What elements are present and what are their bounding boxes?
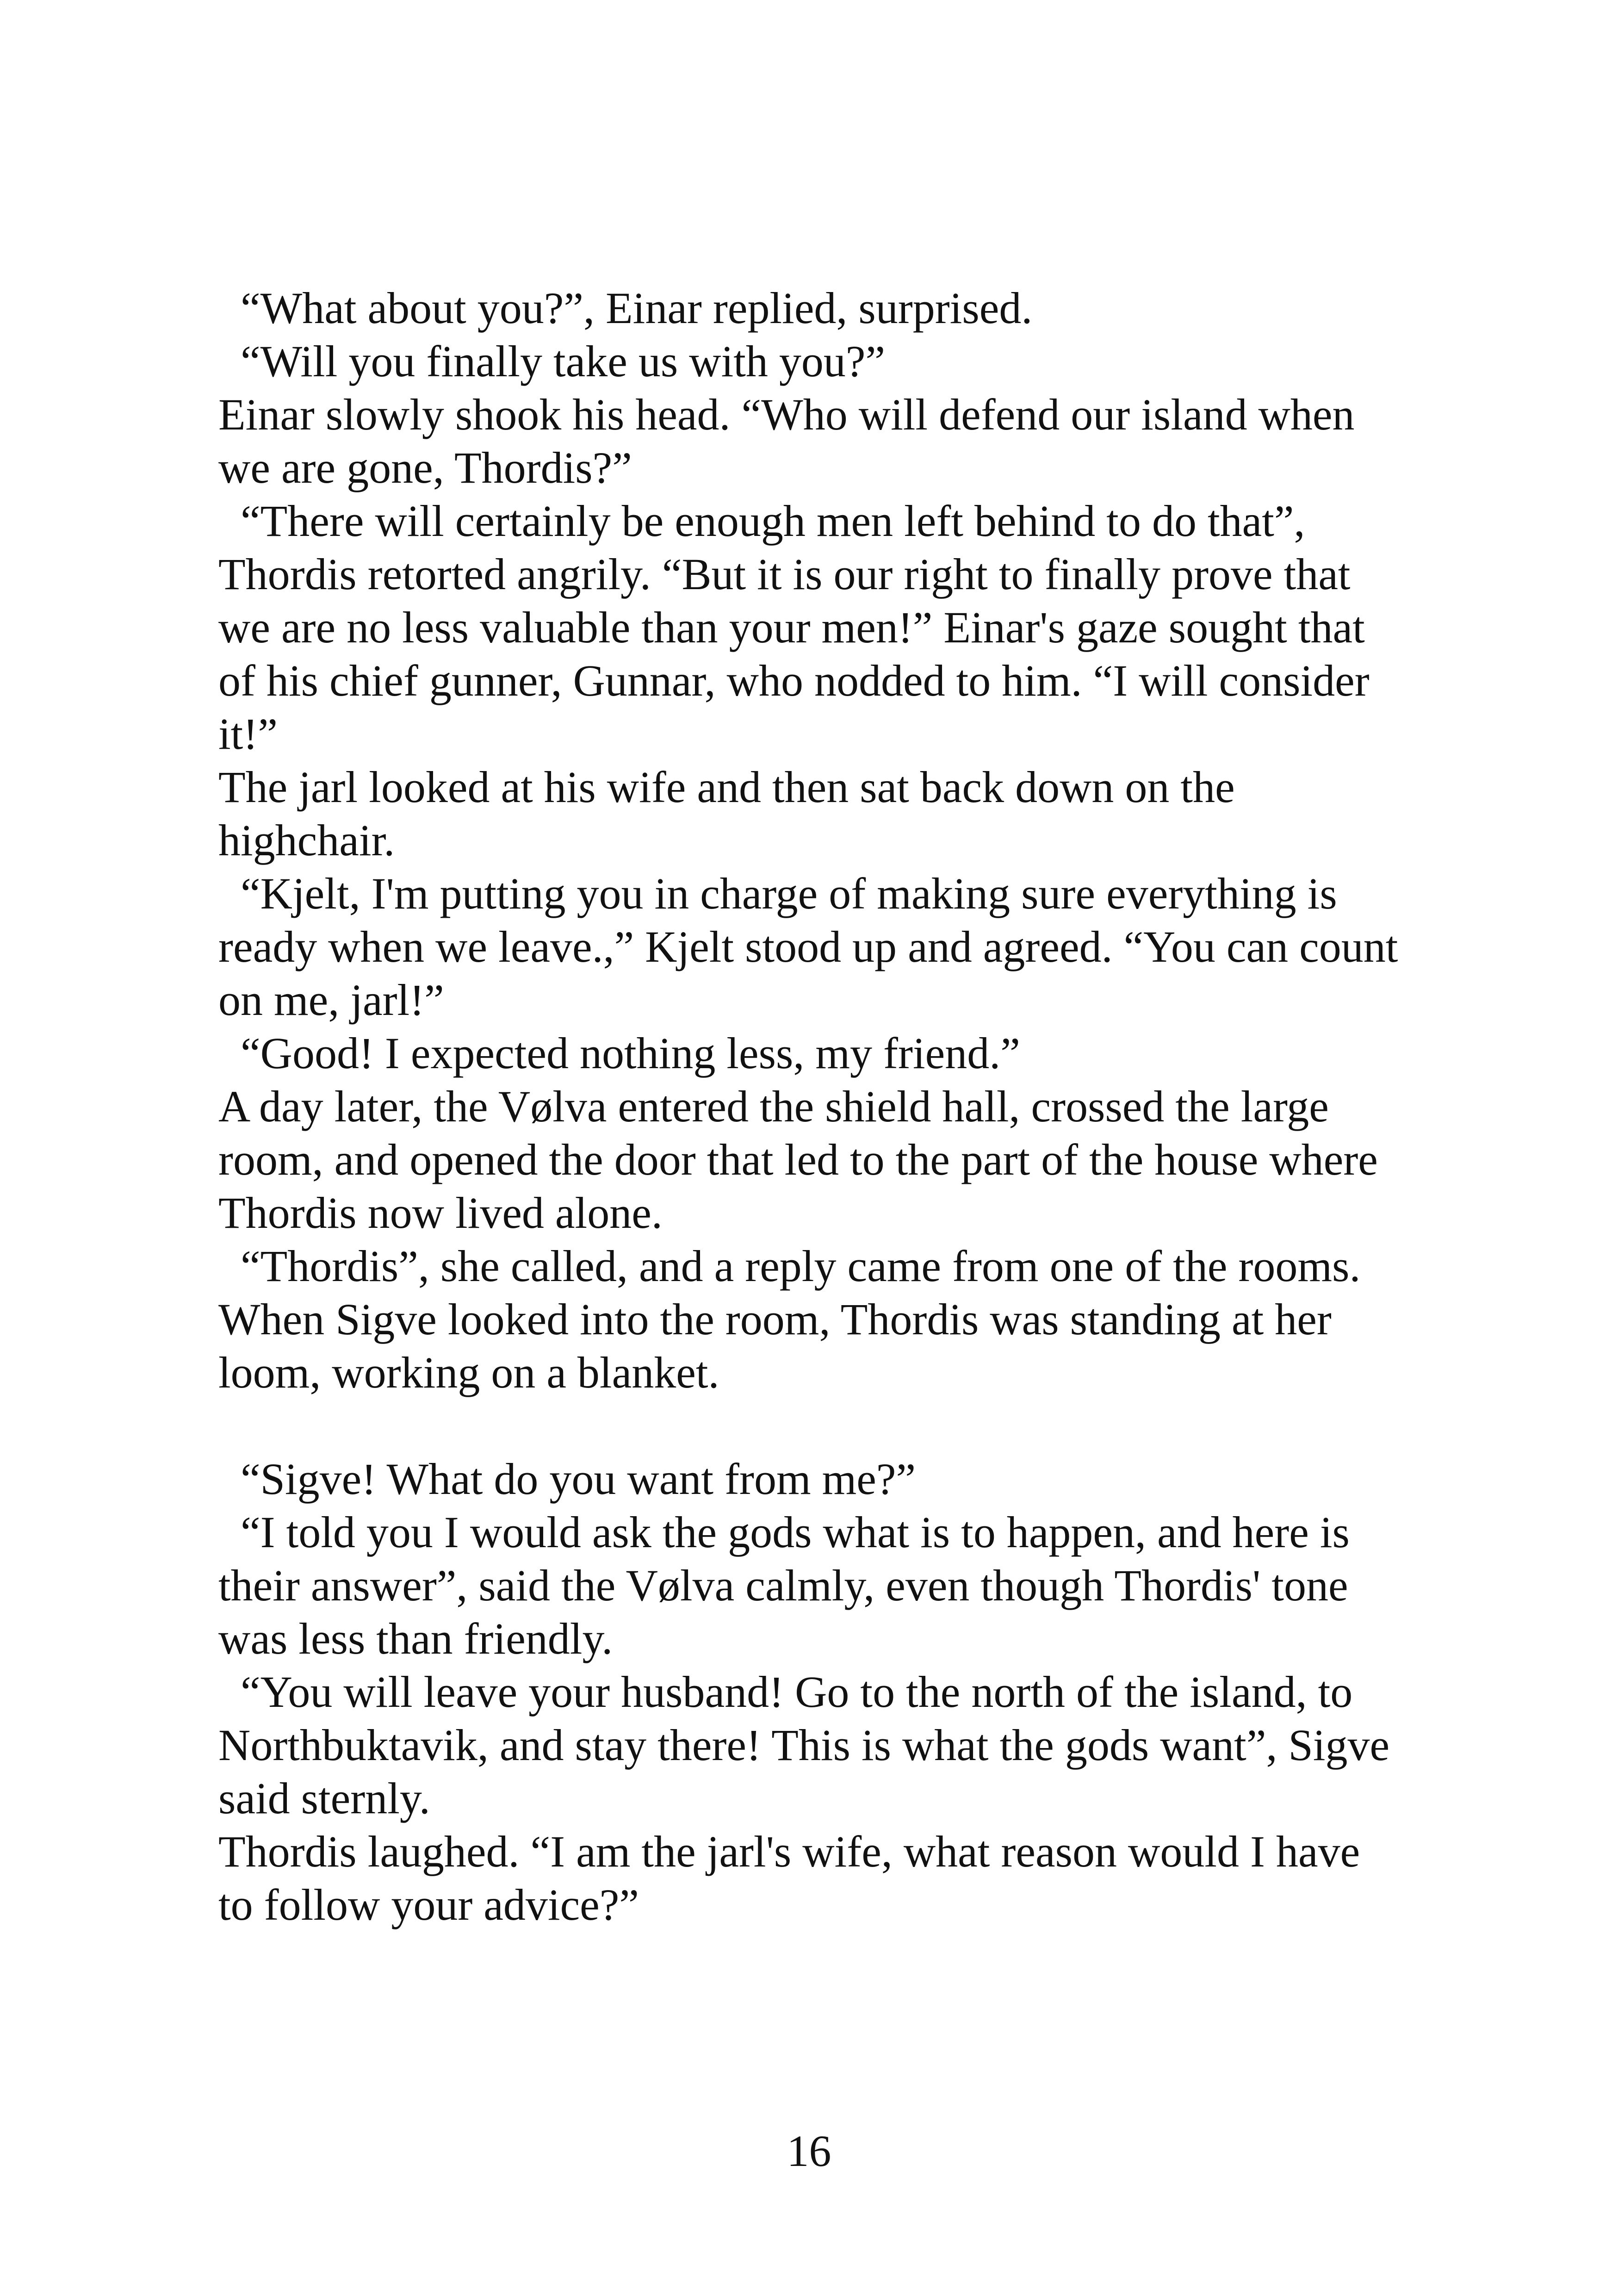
paragraph: A day later, the Vølva entered the shield hall, crossed the large room, and opened the door that led to the part of the house where Thordis now lived alone. [218, 1082, 1378, 1238]
paragraph: “Will you finally take us with you?” [241, 336, 886, 386]
section-break [218, 1399, 1403, 1452]
paragraph: Thordis laughed. “I am the jarl's wife, what reason would I have to follow your advice?” [218, 1827, 1360, 1929]
paragraph: “Sigve! What do you want from me?” [241, 1454, 916, 1504]
page-number: 16 [787, 2126, 831, 2176]
paragraph: The jarl looked at his wife and then sat back down on the highchair. [218, 762, 1235, 865]
paragraph: “Kjelt, I'm putting you in charge of making sure everything is ready when we leave.,” Kjelt stood up and agreed. “You can count on me, jarl!” [218, 869, 1398, 1025]
paragraph: “You will leave your husband! Go to the north of the island, to Northbuktavik, and stay there! This is what the gods want”, Sigve said sternly. [218, 1667, 1390, 1823]
paragraph: Einar slowly shook his head. “Who will defend our island when we are gone, Thordis?” [218, 390, 1355, 492]
paragraph: “Good! I expected nothing less, my friend.” [241, 1028, 1020, 1078]
paragraph: “What about you?”, Einar replied, surprised. [241, 283, 1033, 333]
paragraph: “I told you I would ask the gods what is to happen, and here is their answer”, said the Vølva calmly, even though Thordis' tone was less than friendly. [218, 1507, 1350, 1663]
paragraph: “Thordis”, she called, and a reply came from one of the rooms. When Sigve looked into the room, Thordis was standing at her loom, working on a blanket. [218, 1241, 1361, 1397]
body-text [218, 281, 1403, 1931]
paragraph: “There will certainly be enough men left behind to do that”, Thordis retorted angrily. “But it is our right to finally prove that we are no less valuable than your men!” Einar's gaze sought that of his chief gunner, Gunnar, who nodded to him. “I will consider it!” [218, 496, 1370, 759]
